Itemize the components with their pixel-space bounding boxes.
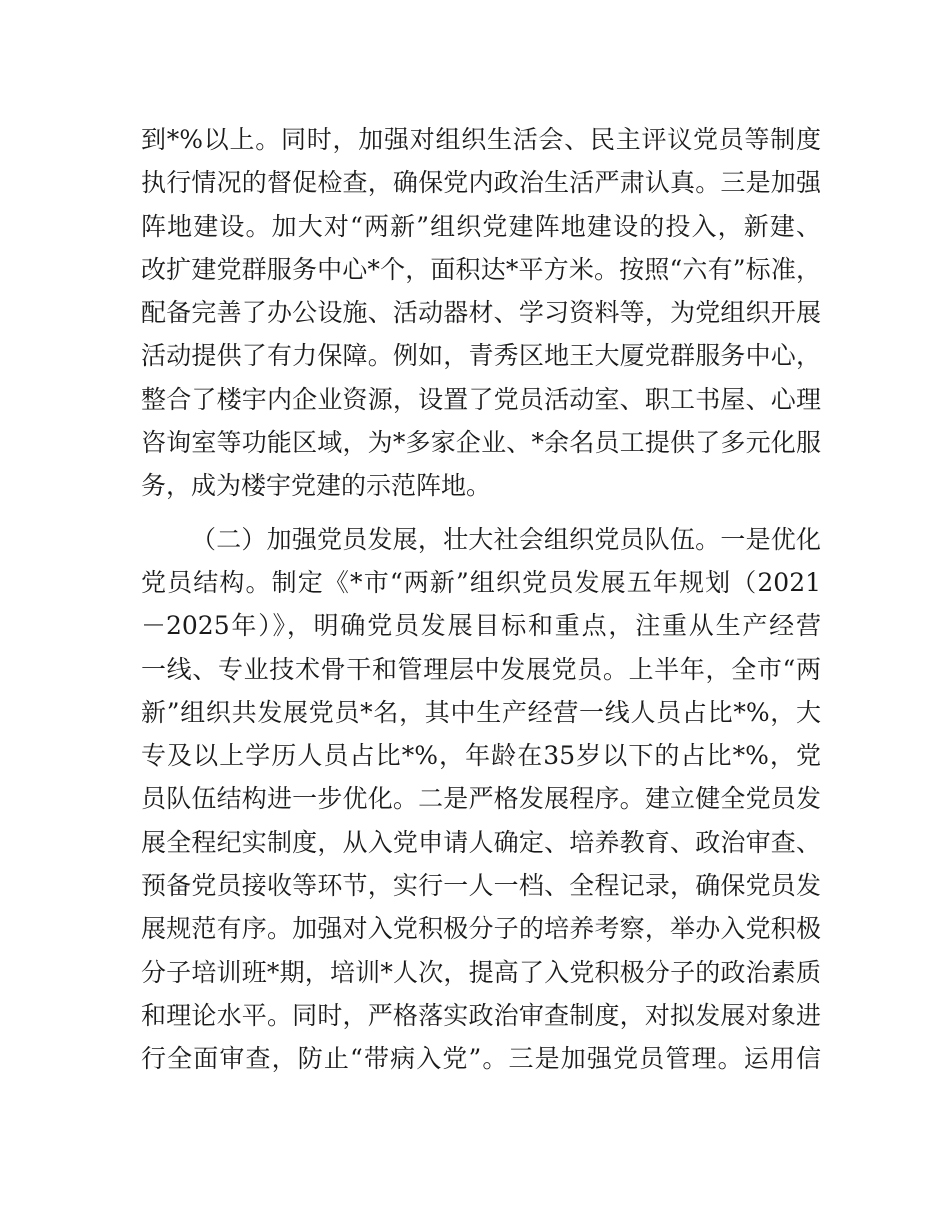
text-line: 改扩建党群服务中心*个，面积达*平方米。按照“六有”标准， — [141, 254, 821, 284]
text-line: 咨询室等功能区域，为*多家企业、*余名员工提供了多元化服 — [141, 428, 821, 458]
paragraph-spacer — [141, 508, 821, 518]
text-line: 一线、专业技术骨干和管理层中发展党员。上半年，全市“两 — [141, 654, 821, 684]
text-line: 展全程纪实制度，从入党申请人确定、培养教育、政治审查、 — [141, 827, 821, 857]
paragraph-1 — [141, 118, 821, 508]
text-line: 行全面审查，防止“带病入党”。三是加强党员管理。运用信 — [141, 1044, 821, 1074]
paragraph-2 — [141, 518, 821, 1081]
text-line: 分子培训班*期，培训*人次，提高了入党积极分子的政治素质 — [141, 957, 821, 987]
text-line: 新”组织共发展党员*名，其中生产经营一线人员占比*%，大 — [141, 697, 821, 727]
text-line: 配备完善了办公设施、活动器材、学习资料等，为党组织开展 — [141, 298, 821, 328]
section-heading-line: （二）加强党员发展，壮大社会组织党员队伍。一是优化 — [191, 524, 821, 554]
document-body — [141, 118, 821, 1081]
text-line: 和理论水平。同时，严格落实政治审查制度，对拟发展对象进 — [141, 1000, 821, 1030]
text-line: 执行情况的督促检查，确保党内政治生活严肃认真。三是加强 — [141, 168, 821, 198]
text-line: 预备党员接收等环节，实行一人一档、全程记录，确保党员发 — [141, 871, 821, 901]
text-line: 专及以上学历人员占比*%，年龄在35岁以下的占比*%，党 — [141, 741, 821, 771]
text-line: 整合了楼宇内企业资源，设置了党员活动室、职工书屋、心理 — [141, 384, 821, 414]
text-line: －2025年）》，明确党员发展目标和重点，注重从生产经营 — [141, 611, 821, 641]
text-line: 务，成为楼宇党建的示范阵地。 — [141, 471, 492, 501]
text-line: 员队伍结构进一步优化。二是严格发展程序。建立健全党员发 — [141, 784, 821, 814]
text-line: 活动提供了有力保障。例如，青秀区地王大厦党群服务中心， — [141, 341, 821, 371]
text-line: 展规范有序。加强对入党积极分子的培养考察，举办入党积极 — [141, 914, 821, 944]
text-line: 阵地建设。加大对“两新”组织党建阵地建设的投入，新建、 — [141, 211, 821, 241]
text-line: 党员结构。制定《*市“两新”组织党员发展五年规划（2021 — [141, 567, 821, 597]
text-line: 到*%以上。同时，加强对组织生活会、民主评议党员等制度 — [141, 125, 821, 154]
